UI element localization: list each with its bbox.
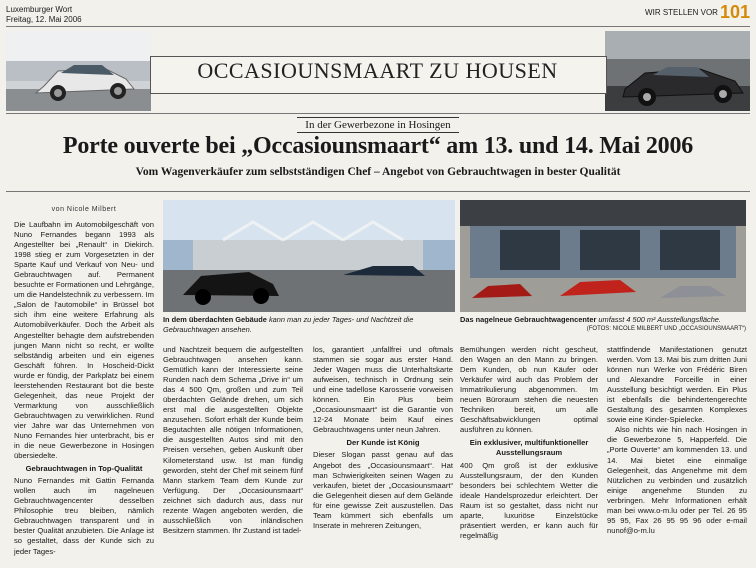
subhead-rule [6, 191, 750, 192]
paragraph: und Nachtzeit bequem die aufgestellten Gebrauchtwagen ansehen kann. Gemütlich kann der Interessierte seine Runden nach dem Schema „Drive in“ um das 4 500 Qm, großen und zum Teil überdachten Gelände drehen, um sich erst mal die ausgestellten Objekte anzusehen. Sofort erhält der Kunde beim Begutachten alle nötigen Informationen, die ausgestellten Autos sind mit den Preisen versehen, geben Auskunft über Kilometerstand usw. Ist man fündig geworden, steht der Chef mit seinem fünf Mann starkem Team dem Kunde zur Verfügung. Der „Occasiounsmaart“ zeichnet sich dadurch aus, dass nur rezente Wagen angeboten werden, die ausschließlich von inländischen Besitzern stammen. Ihr Zustand ist tadel- [163, 345, 303, 535]
paragraph: los, garantiert ‚unfallfrei und oftmals stammen sie sogar aus erster Hand. Jeder Wagen muss die Unterhaltskarte aufweisen, technisch in Ordnung sein und eine tadellose Karosserie vorweisen können. Ein Plus beim „Occasiounsmaart“ ist die Garantie von 12-24 Monate beim Kauf eines Gebrauchtwagens unter neun Jahren. [313, 345, 453, 435]
column-3 [313, 345, 453, 531]
column-5 [607, 345, 747, 536]
caption-right-bold: Das nagelneue Gebrauchtwagencenter [460, 315, 597, 324]
issue-date: Freitag, 12. Mai 2006 [6, 15, 82, 24]
column-4 [460, 345, 598, 541]
banner-rule [6, 113, 750, 114]
paragraph: Bemühungen werden nicht gescheut, den Wagen an den Mann zu bringen. Dem Kunden, ob nun Käufer oder Verkäufer wird auch das Problem der Immatrikulierung abgenommen. Im neuen Büroraum stehen die neuesten Techniken bereit, um alle Geschäftsabwicklungen optimal ausführen zu können. [460, 345, 598, 435]
section-label: WIR STELLEN VOR [645, 8, 718, 17]
column-subheading: Ein exklusiver, multifunktioneller Ausstellungsraum [469, 438, 589, 458]
column-subheading: Der Kunde ist König [346, 438, 420, 448]
paragraph: stattfindende Manifestationen genutzt werden. Vom 13. Mai bis zum dritten Juni können nun Werke von Frédéric Biren und Alexandre Forceille in einer Ausstellung besichtigt werden. Ein Plus ist ebenfalls die behindertengerechte Gestaltung des gesamten Komplexes sowie eine Kinder-Spielecke. [607, 345, 747, 425]
paragraph: Die Laufbahn im Automobilgeschäft von Nuno Fernandes begann 1993 als Angestellter bei „Renault“ in Diekirch. 1998 stieg er zum Vorgesetzten in der Sparte Kauf und Verkauf von Neu- und Gebrauchtwagen auf. Permanent besuchte er Formationen und Lehrgänge, um die Handelstechnik zu verbessern. Im „Salon de l'automobile“ in Brüssel bot sich ihm eine weitere Erfahrung als Automobilverkäufer. Doch the Arbeit als Angestellter behagte dem aufstrebenden jungen Mann nicht so recht, er wollte selbständig arbeiten und ein eigenes Geschäft führen. In Hoscheid-Dickt wurde er fündig, der Parkplatz bei einem leerstehenden Restaurant bot die beste Gelegenheit, das neue Projekt der Vermarktung von ausschließlich Gebrauchtwagen zu verwirklichen. Rund vier Jahre war das Unternehmen von Nuno Fernandes hier unterbracht, bis er in die neue Gewerbezone in Hosingen übersiedelte. [14, 220, 154, 461]
byline: von Nicole Milbert [51, 206, 117, 213]
kicker [0, 119, 756, 131]
paragraph: Dieser Slogan passt genau auf das Angebot des „Occasiounsmaart“. Hat man Schwierigkeiten seinen Wagen zu verkaufen, bietet der „Occasiounsmaart“ die Gelegenheit diesen auf dem Gelände für eine gewisse Zeit auszustellen. Das Team kümmert sich ebenfalls um Inserate in mehreren Zeitungen, [313, 450, 453, 530]
kicker-text: In der Gewerbezone in Hosingen [297, 117, 458, 133]
headline: Porte ouverte bei „Occasiounsmaart“ am 13. und 14. Mai 2006 [62, 133, 694, 159]
caption-left-bold: In dem überdachten Gebäude [163, 315, 267, 324]
section-header [645, 2, 750, 23]
paragraph: Also nichts wie hin nach Hosingen in die Gewerbezone 5, Happerfeld. Die „Porte Ouverte“ am kommenden 13. und 14. Mai bietet eine einmalige Gelegenheit, das Angenehme mit dem Nützlichen zu verbinden und zusätzlich einige angenehme Stunden zu verbringen. Mehr Informationen erhält man bei www.o-m.lu oder per Tel. 26 95 95 95, Fax 26 95 95 96 oder e-mail nunof@o-m.lu [607, 425, 747, 535]
caption-left [163, 315, 455, 334]
banner-photo-right [605, 31, 750, 111]
column-subheading: Gebrauchtwagen in Top-Qualität [25, 464, 143, 474]
caption-right [460, 315, 746, 334]
column-1 [14, 220, 154, 557]
photo-credit: (FOTOS: NICOLE MILBERT UND „OCCASIOUNSMAART“) [586, 325, 746, 332]
column-2 [163, 345, 303, 536]
paper-name: Luxemburger Wort [6, 5, 73, 14]
header-rule [6, 26, 750, 27]
banner-photo-left [6, 31, 151, 111]
paragraph: Nuno Fernandes mit Gattin Fernanda wollen auch im nagelneuen Gebrauchtwagencenter desselben Philosophie treu bleiben, nämlich Gebrauchtwagen transparent und in bester Qualität anzubieten. Die Anlage ist so gestaltet, dass der Kunde sich zu jeder Tages- [14, 476, 154, 556]
masthead [6, 5, 82, 25]
article-photo-left [163, 200, 455, 312]
paragraph: 400 Qm groß ist der exklusive Ausstellungsraum, der den Kunden besonders bei schlechtem Wetter die ideale Handelsprozedur erleichtert. Der Raum ist so gestaltet, dass nicht nur aparte, luxuriöse Einzelstücke präsentiert werden, er kann auch für regelmäßig [460, 460, 598, 540]
banner-title: OCCASIOUNSMAART ZU HOUSEN [197, 58, 558, 83]
subheadline: Vom Wagenverkäufer zum selbstständigen Chef – Angebot von Gebrauchtwagen in bester Qualität [135, 166, 621, 178]
article-photo-right [460, 200, 746, 312]
caption-left-text: kann man zu jeder Tages- und Nachtzeit die Gebrauchtwagen ansehen. [163, 315, 414, 334]
caption-right-text: umfasst 4 500 m² Ausstellungsfläche. [598, 315, 721, 324]
section-number: 101 [719, 2, 750, 22]
